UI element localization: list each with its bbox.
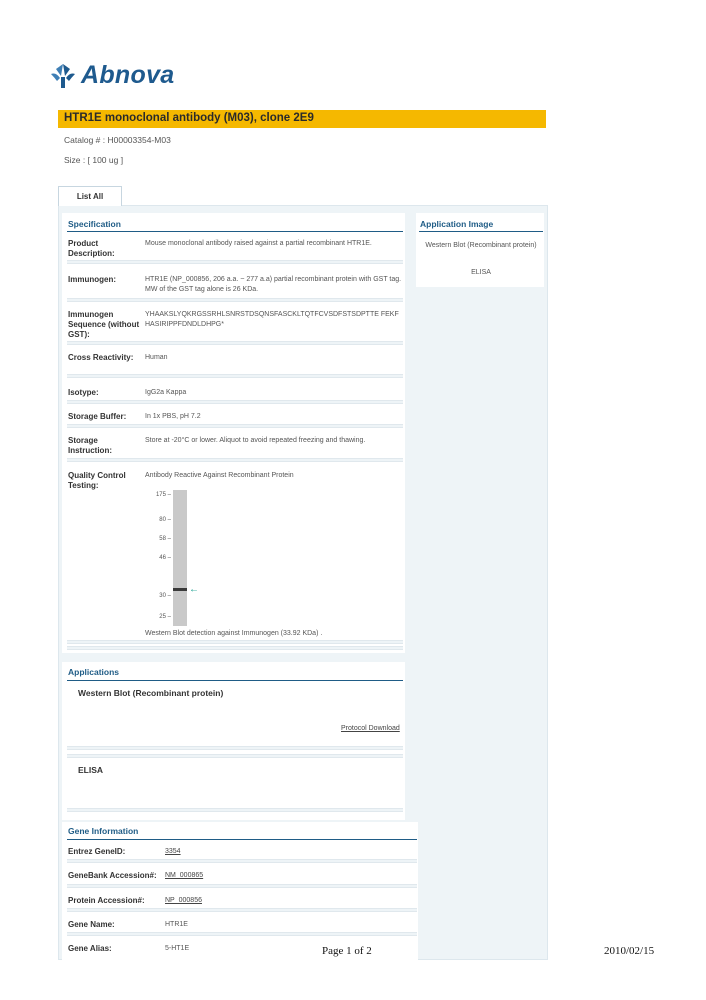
tab-list-all[interactable]: List All bbox=[58, 186, 122, 206]
spec-label-immunogen: Immunogen: bbox=[68, 275, 116, 284]
protocol-download-link[interactable]: Protocol Download bbox=[341, 725, 400, 732]
page-number: Page 1 of 2 bbox=[322, 945, 372, 957]
gene-info-divider bbox=[67, 839, 417, 840]
blot-lane bbox=[173, 490, 187, 626]
applications-divider bbox=[67, 680, 403, 681]
spec-value-sequence: YHAAKSLYQKRGSSRHLSNRSTDSQNSFASCKLTQTFCVSDFSTSDPTTE FEKFHASIRIPPFDNDLDHPG* bbox=[145, 311, 399, 328]
product-title-bar bbox=[58, 110, 546, 128]
mw-marker: 30 – bbox=[159, 593, 171, 599]
blot-band bbox=[173, 588, 187, 591]
gene-label-protein: Protein Accession#: bbox=[68, 896, 145, 905]
mw-marker: 175 – bbox=[155, 492, 171, 498]
abnova-logo[interactable] bbox=[48, 60, 174, 90]
spec-label-qc: Quality Control Testing: bbox=[68, 471, 126, 490]
spec-heading: Specification bbox=[68, 219, 121, 229]
row-separator bbox=[67, 341, 403, 345]
spec-value-qc: Antibody Reactive Against Recombinant Protein bbox=[145, 472, 294, 479]
spec-value-cross-reactivity: Human bbox=[145, 354, 168, 361]
row-separator bbox=[67, 298, 403, 302]
mw-marker: 25 – bbox=[159, 614, 171, 620]
application-elisa: ELISA bbox=[78, 765, 104, 775]
spec-label-sequence: Immunogen Sequence (without GST): bbox=[68, 310, 140, 339]
row-separator bbox=[67, 400, 403, 404]
gene-area bbox=[62, 822, 418, 960]
blot-caption: Western Blot detection against Immunogen (33.92 KDa) . bbox=[145, 630, 323, 637]
row-separator bbox=[67, 646, 403, 650]
gene-value-alias: 5-HT1E bbox=[165, 945, 190, 952]
western-blot-image bbox=[145, 490, 211, 626]
spec-value-storage-instruction: Store at -20°C or lower. Aliquot to avoid repeated freezing and thawing. bbox=[145, 437, 366, 444]
row-separator bbox=[67, 260, 403, 264]
mw-marker: 80 – bbox=[159, 517, 171, 523]
mw-marker: 58 – bbox=[159, 536, 171, 542]
catalog-number: Catalog # : H00003354-M03 bbox=[64, 135, 171, 145]
row-separator bbox=[67, 424, 403, 428]
spec-value-description: Mouse monoclonal antibody raised against a partial recombinant HTR1E. bbox=[145, 240, 372, 247]
gene-info-heading: Gene Information bbox=[68, 826, 139, 836]
print-date: 2010/02/15 bbox=[604, 945, 655, 957]
gene-label-genbank: GeneBank Accession#: bbox=[68, 871, 157, 880]
spec-label-storage-instruction: Storage Instruction: bbox=[68, 436, 112, 455]
spec-divider bbox=[67, 231, 403, 232]
gene-label-name: Gene Name: bbox=[68, 920, 115, 929]
spec-label-isotype: Isotype: bbox=[68, 388, 99, 397]
application-western-blot: Western Blot (Recombinant protein) bbox=[78, 688, 224, 698]
gene-value-genbank[interactable]: NM_000865 bbox=[165, 872, 204, 879]
product-title: HTR1E monoclonal antibody (M03), clone 2E9 bbox=[64, 112, 314, 124]
row-separator bbox=[67, 859, 417, 863]
brand-name: Abnova bbox=[81, 60, 175, 89]
abnova-logo-icon bbox=[48, 60, 78, 90]
spec-label-storage-buffer: Storage Buffer: bbox=[68, 412, 127, 421]
gene-label-entrez: Entrez GeneID: bbox=[68, 847, 126, 856]
app-image-heading: Application Image bbox=[420, 219, 494, 229]
spec-label-cross-reactivity: Cross Reactivity: bbox=[68, 353, 134, 362]
spec-value-immunogen: HTR1E (NP_000856, 206 a.a. ~ 277 a.a) partial recombinant protein with GST tag. MW of the GST tag alone is 26 KDa. bbox=[145, 276, 402, 293]
gene-value-entrez[interactable]: 3354 bbox=[165, 848, 181, 855]
product-size: Size : [ 100 ug ] bbox=[64, 155, 124, 165]
row-separator bbox=[67, 374, 403, 378]
row-separator bbox=[67, 754, 403, 758]
row-separator bbox=[67, 932, 417, 936]
row-separator bbox=[67, 746, 403, 750]
gene-label-alias: Gene Alias: bbox=[68, 944, 112, 953]
row-separator bbox=[67, 908, 417, 912]
mw-marker: 46 – bbox=[159, 555, 171, 561]
app-image-divider bbox=[419, 231, 543, 232]
app-image-item-western-blot[interactable]: Western Blot (Recombinant protein) bbox=[425, 242, 537, 249]
row-separator bbox=[67, 640, 403, 644]
spec-value-storage-buffer: In 1x PBS, pH 7.2 bbox=[145, 413, 201, 420]
spec-value-isotype: IgG2a Kappa bbox=[145, 389, 187, 396]
applications-area bbox=[62, 662, 405, 820]
spec-label-description: Product Description: bbox=[68, 239, 115, 258]
arrow-left-icon: ← bbox=[189, 584, 199, 595]
row-separator bbox=[67, 458, 403, 462]
gene-value-name: HTR1E bbox=[165, 921, 188, 928]
gene-value-protein[interactable]: NP_000856 bbox=[165, 897, 202, 904]
app-image-item-elisa[interactable]: ELISA bbox=[471, 269, 491, 276]
applications-heading: Applications bbox=[68, 667, 120, 677]
row-separator bbox=[67, 808, 403, 812]
row-separator bbox=[67, 884, 417, 888]
